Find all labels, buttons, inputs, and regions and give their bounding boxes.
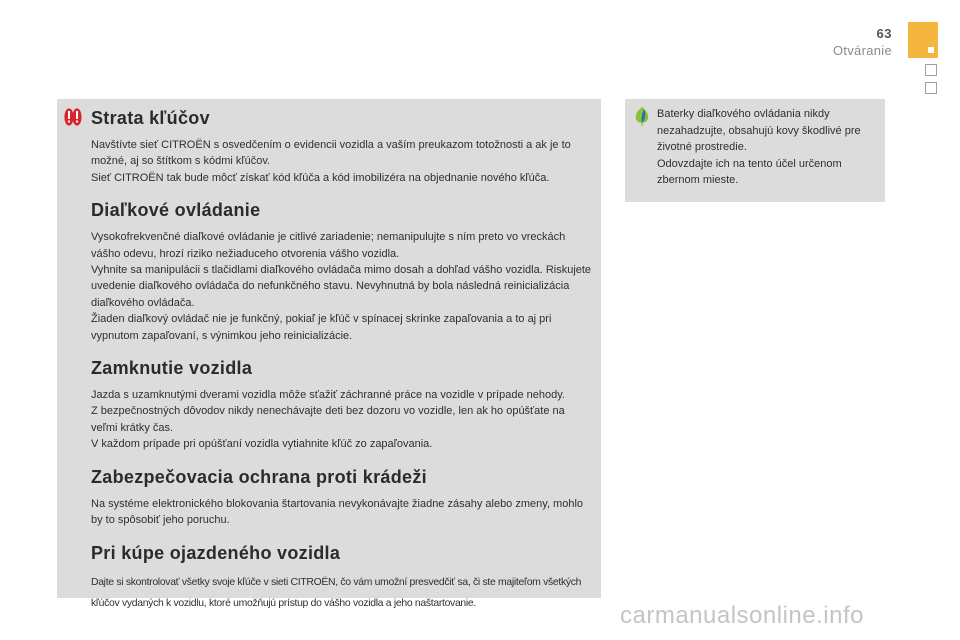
watermark: carmanualsonline.info bbox=[620, 602, 864, 629]
section-text-lost-keys: Navštívte sieť CITROËN s osvedčením o evidencii vozidla a vaším preukazom totožnosti a ak je to možné, aj so štítkom s kódmi kľúčov. Sieť CITROËN tak bude môcť získať kód kľúča a kód imobilizéra na objednanie nového kľúča. bbox=[91, 139, 571, 184]
warning-icon bbox=[64, 108, 82, 126]
section-title-used-vehicle: Pri kúpe ojazdeného vozidla bbox=[91, 542, 341, 563]
nav-box-1[interactable] bbox=[925, 64, 937, 76]
section-title-vehicle-locking: Zamknutie vozidla bbox=[91, 358, 253, 379]
section-text-anti-theft: Na systéme elektronického blokovania štartovania nevykonávajte žiadne zásahy alebo zmeny, mohlo by to spôsobiť jeho poruchu. bbox=[91, 497, 584, 527]
section-text-remote-control: Vysokofrekvenčné diaľkové ovládanie je citlivé zariadenie; nemanipulujte s ním preto vo vreckách vášho odevu, hrozí riziko nežiaduceho otvorenia vášho vozidla. Vyhnite sa manipulácii s tlačidlami diaľkového ovládača mimo dosah a dohľad vášho vozidla. Riskujete uvedenie diaľkového ovládača do nefunkčného stavu. Nevyhnutná by bola následná reinicializácia diaľkového ovládača. Žiaden diaľkový ovládač nie je funkčný, pokiaľ je kľúč v spínacej skrinke zapaľovania a to aj pri vypnutom zapaľovaní, s výnimkou jeho reinicializácie. bbox=[91, 231, 592, 342]
section-name: Otváranie bbox=[832, 43, 892, 58]
warning-content bbox=[91, 100, 593, 628]
section-title-remote-control: Diaľkové ovládanie bbox=[91, 200, 261, 221]
section-title-lost-keys: Strata kľúčov bbox=[91, 108, 210, 128]
page-number: 63 bbox=[876, 26, 892, 41]
tab-dot bbox=[928, 47, 934, 53]
section-text-vehicle-locking: Jazda s uzamknutými dverami vozidla môže sťažiť záchranné práce na vozidle v prípade nehody. Z bezpečnostných dôvodov nikdy nenechávajte deti bez dozoru vo vozidle, len ak ho opúšťate na veľmi krátky čas. V každom prípade pri opúšťaní vozidla vytiahnite kľúč zo zapaľovania. bbox=[91, 389, 565, 451]
section-text-used-vehicle: Dajte si skontrolovať všetky svoje kľúče v sieti CITROËN, čo vám umožní presvedčiť sa, či ste majiteľom všetkých kľúčov vydaných k vozidlu, ktoré umožňujú prístup do vášho vozidla a jeho naštartovanie. bbox=[91, 576, 582, 609]
chapter-tab[interactable] bbox=[908, 22, 938, 58]
leaf-icon bbox=[634, 106, 650, 126]
section-title-anti-theft: Zabezpečovacia ochrana proti krádeži bbox=[91, 466, 427, 487]
nav-box-2[interactable] bbox=[925, 82, 937, 94]
eco-note-text: Baterky diaľkového ovládania nikdy nezahadzujte, obsahujú kovy škodlivé pre životné prostredie. Odovzdajte ich na tento účel určenom zbernom mieste. bbox=[657, 108, 861, 186]
